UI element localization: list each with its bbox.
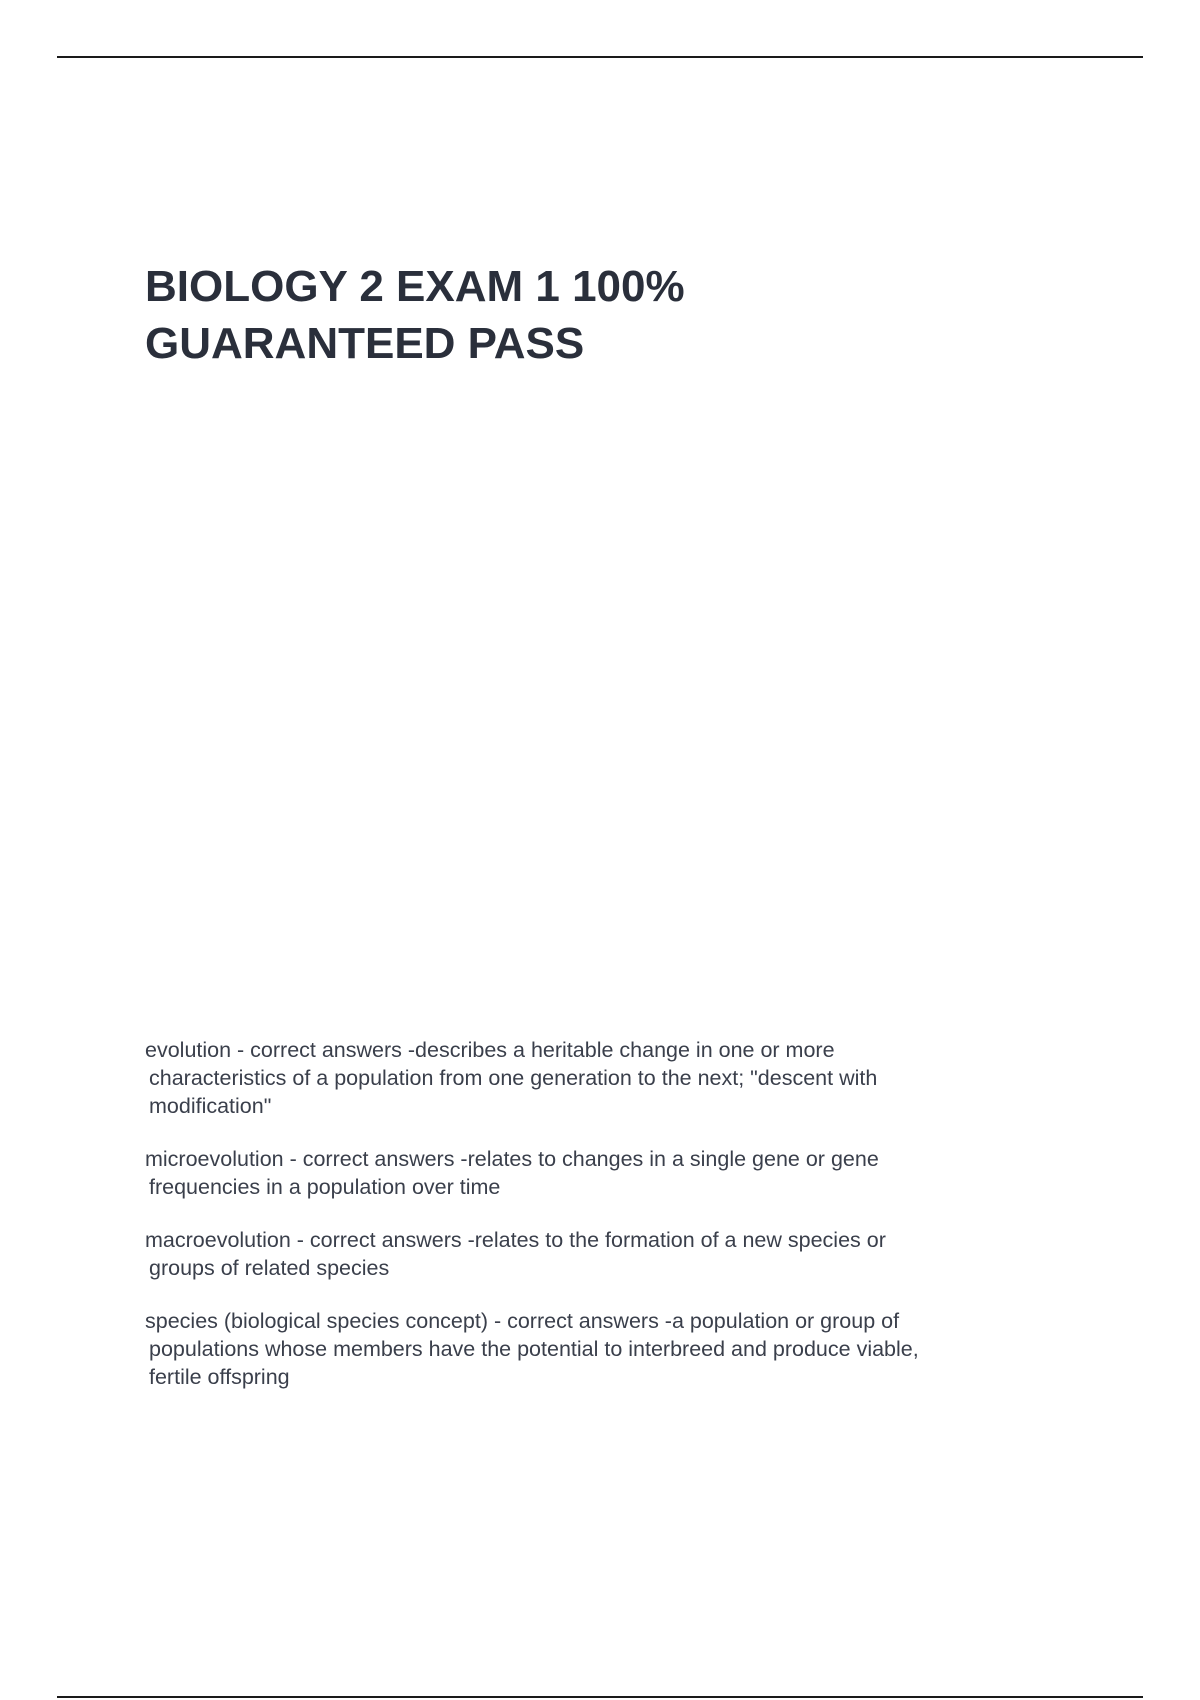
flashcard-entry-species [145, 1307, 1045, 1391]
flashcard-entry-macroevolution [145, 1226, 1045, 1282]
entry-line: groups of related species [149, 1256, 390, 1280]
title-line-2: GUARANTEED PASS [145, 319, 585, 368]
entry-line: populations whose members have the potential to interbreed and produce viable, [149, 1337, 919, 1361]
entry-line: macroevolution - correct answers -relates to the formation of a new species or [145, 1228, 886, 1252]
header-rule [57, 56, 1143, 58]
entry-line: characteristics of a population from one generation to the next; "descent with [149, 1066, 878, 1090]
entry-line: microevolution - correct answers -relates to changes in a single gene or gene [145, 1147, 879, 1171]
title-line-1: BIOLOGY 2 EXAM 1 100% [145, 262, 685, 311]
flashcard-list [145, 1036, 1045, 1416]
flashcard-entry-microevolution [145, 1145, 1045, 1201]
flashcard-entry-evolution [145, 1036, 1045, 1120]
entry-line: frequencies in a population over time [149, 1175, 501, 1199]
entry-line: fertile offspring [149, 1365, 290, 1389]
entry-line: evolution - correct answers -describes a heritable change in one or more [145, 1038, 835, 1062]
entry-line: species (biological species concept) - correct answers -a population or group of [145, 1309, 900, 1333]
document-title [145, 258, 1045, 372]
entry-line: modification" [149, 1094, 272, 1118]
footer-rule [57, 1696, 1143, 1698]
